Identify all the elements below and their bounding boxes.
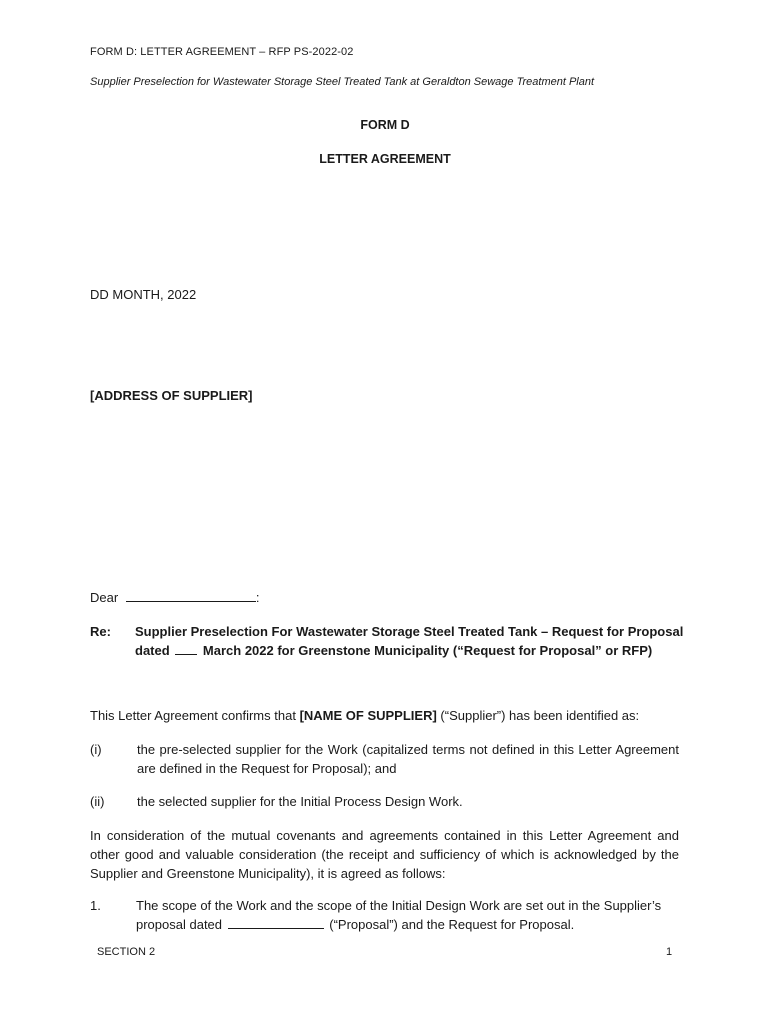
re-dated-label: dated [135, 643, 170, 658]
numbered-marker: 1. [90, 898, 101, 913]
header-subtitle: Supplier Preselection for Wastewater Storage Steel Treated Tank at Geraldton Sewage Treatment Plant [90, 76, 595, 88]
salutation [90, 588, 259, 607]
consideration-paragraph: In consideration of the mutual covenants and agreements contained in this Letter Agreement and other good and valuable consideration (the receipt and sufficiency of which is acknowledged by the Supplier and Greenstone Municipality), it is agreed as follows: [90, 828, 679, 881]
re-label: Re: [90, 624, 111, 639]
recipient-blank [126, 590, 256, 602]
proposal-suffix: (“Proposal”) and the Request for Proposal. [329, 917, 575, 932]
proposal-dated-label: proposal dated [136, 917, 223, 932]
intro-prefix: This Letter Agreement confirms that [90, 708, 296, 723]
document-title: LETTER AGREEMENT [319, 152, 451, 166]
numbered-text-line1: The scope of the Work and the scope of the Initial Design Work are set out in the Supplier’s [136, 898, 662, 913]
re-subject-line2 [135, 641, 685, 660]
address-placeholder: [ADDRESS OF SUPPLIER] [90, 388, 253, 403]
form-title: FORM D [360, 118, 410, 132]
footer-section: SECTION 2 [97, 946, 156, 958]
intro-paragraph [90, 706, 639, 725]
re-subject-line1: Supplier Preselection For Wastewater Storage Steel Treated Tank – Request for Proposal [135, 624, 684, 639]
item-marker: (i) [90, 742, 102, 757]
proposal-date-blank [228, 917, 324, 929]
header-form-line: FORM D: LETTER AGREEMENT – RFP PS-2022-02 [90, 46, 354, 58]
salutation-suffix: : [255, 590, 260, 605]
item-marker: (ii) [90, 794, 105, 809]
date-line: DD MONTH, 2022 [90, 287, 197, 302]
re-date-blank [175, 643, 197, 655]
re-date-suffix: March 2022 for Greenstone Municipality (“Request for Proposal” or RFP) [202, 643, 653, 658]
numbered-text-line2 [136, 915, 681, 934]
intro-suffix: (“Supplier”) has been identified as: [440, 708, 640, 723]
re-subject [135, 622, 685, 660]
item-text: the selected supplier for the Initial Process Design Work. [137, 794, 463, 809]
page-number: 1 [666, 946, 673, 958]
supplier-name-placeholder: [NAME OF SUPPLIER] [299, 708, 437, 723]
item-text: the pre-selected supplier for the Work (capitalized terms not defined in this Letter Agreement are defined in the Request for Proposal); and [137, 742, 679, 776]
numbered-text [136, 896, 681, 934]
salutation-prefix: Dear [90, 590, 119, 605]
